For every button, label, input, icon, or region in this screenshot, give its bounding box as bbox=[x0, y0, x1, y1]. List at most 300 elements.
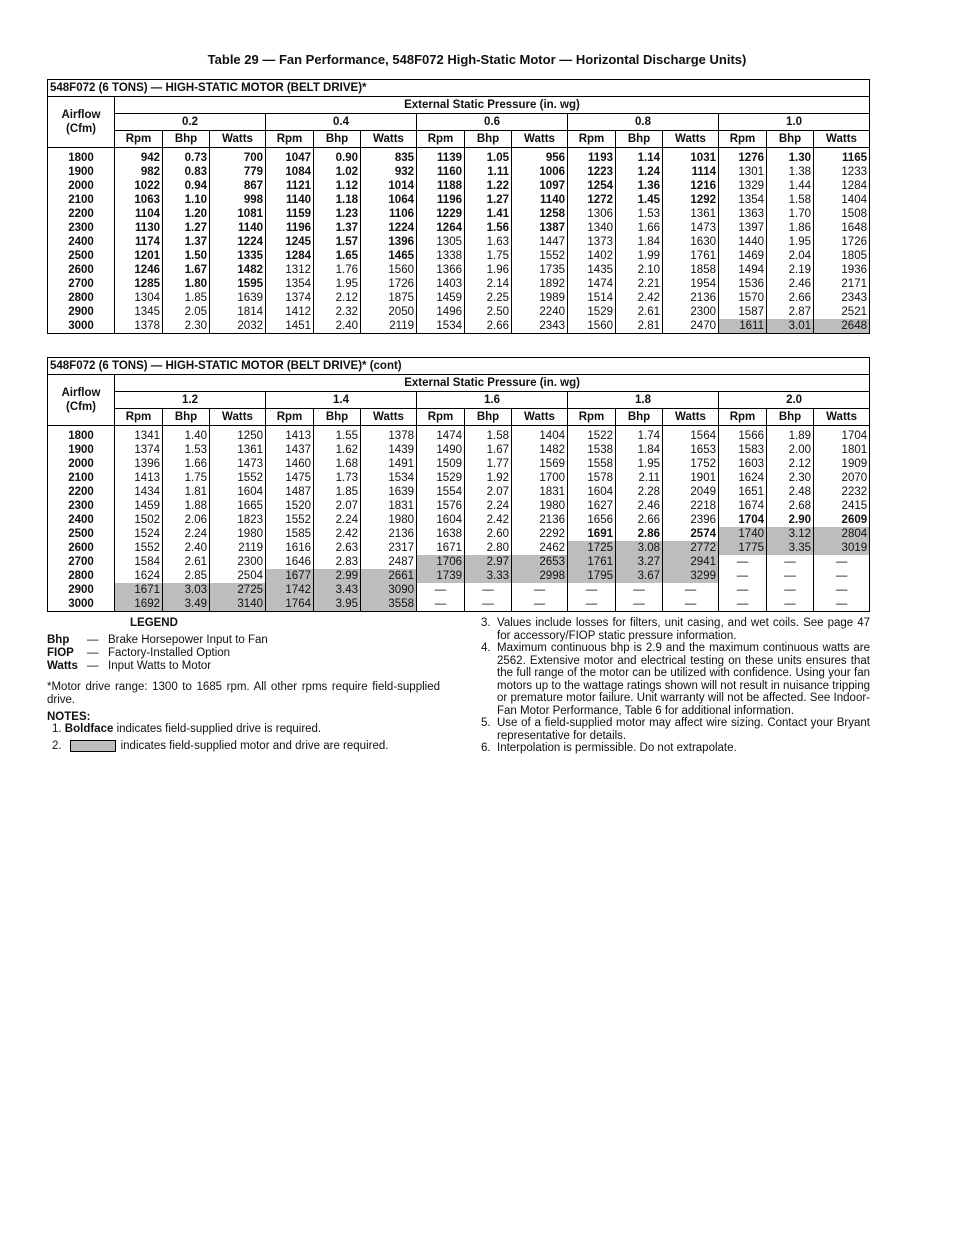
value-cell: 1538 bbox=[568, 443, 616, 457]
value-cell: 1465 bbox=[361, 249, 417, 263]
value-cell: 867 bbox=[210, 179, 266, 193]
value-cell: 1387 bbox=[512, 221, 568, 235]
table-row bbox=[48, 555, 870, 569]
column-header: Bhp bbox=[465, 131, 512, 148]
value-cell: 1.85 bbox=[163, 291, 210, 305]
value-cell: 1014 bbox=[361, 179, 417, 193]
column-header: Rpm bbox=[719, 409, 767, 426]
airflow-cell: 2100 bbox=[48, 471, 115, 485]
value-cell: 1047 bbox=[266, 148, 314, 166]
value-cell: 2.32 bbox=[314, 305, 361, 319]
value-cell: 2609 bbox=[814, 513, 870, 527]
legend-item: Bhp — Brake Horsepower Input to Fan bbox=[47, 634, 268, 646]
value-cell: 1954 bbox=[663, 277, 719, 291]
value-cell: 3090 bbox=[361, 583, 417, 597]
airflow-cell: 2000 bbox=[48, 457, 115, 471]
value-cell: 1475 bbox=[266, 471, 314, 485]
value-cell: 1823 bbox=[210, 513, 266, 527]
value-cell: 3299 bbox=[663, 569, 719, 583]
value-cell: 2.12 bbox=[767, 457, 814, 471]
airflow-cell: 2500 bbox=[48, 527, 115, 541]
value-cell: 1031 bbox=[663, 148, 719, 166]
value-cell: 1.53 bbox=[163, 443, 210, 457]
value-cell: 1447 bbox=[512, 235, 568, 249]
value-cell: 1752 bbox=[663, 457, 719, 471]
pressure-header: 0.8 bbox=[568, 114, 719, 131]
value-cell: 1.76 bbox=[314, 263, 361, 277]
value-cell: 2119 bbox=[361, 319, 417, 334]
value-cell: 1706 bbox=[417, 555, 465, 569]
value-cell: 1285 bbox=[115, 277, 163, 291]
value-cell: 2.24 bbox=[465, 499, 512, 513]
value-cell: — bbox=[719, 597, 767, 612]
note-3: 3. Values include losses for filters, unit casing, and wet coils. See page 47 for accessory/FIOP static pressure information. bbox=[481, 617, 870, 642]
value-cell: 2232 bbox=[814, 485, 870, 499]
value-cell: 1.44 bbox=[767, 179, 814, 193]
value-cell: 3140 bbox=[210, 597, 266, 612]
airflow-cell: 2200 bbox=[48, 485, 115, 499]
airflow-cell: 1800 bbox=[48, 426, 115, 444]
value-cell: 1604 bbox=[417, 513, 465, 527]
value-cell: 2.21 bbox=[616, 277, 663, 291]
value-cell: 1627 bbox=[568, 499, 616, 513]
value-cell: 1554 bbox=[417, 485, 465, 499]
value-cell: 1801 bbox=[814, 443, 870, 457]
pressure-header: 0.2 bbox=[115, 114, 266, 131]
value-cell: 1552 bbox=[512, 249, 568, 263]
table-row bbox=[48, 148, 870, 166]
table-header: 548F072 (6 TONS) — HIGH-STATIC MOTOR (BELT DRIVE)* bbox=[48, 80, 870, 97]
value-cell: 1665 bbox=[210, 499, 266, 513]
airflow-cell: 2500 bbox=[48, 249, 115, 263]
value-cell: 1404 bbox=[814, 193, 870, 207]
value-cell: — bbox=[719, 569, 767, 583]
value-cell: 1552 bbox=[115, 541, 163, 555]
value-cell: 3.01 bbox=[767, 319, 814, 334]
airflow-cell: 2600 bbox=[48, 541, 115, 555]
value-cell: 1193 bbox=[568, 148, 616, 166]
value-cell: 1.81 bbox=[163, 485, 210, 499]
pressure-header: 1.4 bbox=[266, 392, 417, 409]
value-cell: 1159 bbox=[266, 207, 314, 221]
value-cell: 982 bbox=[115, 165, 163, 179]
value-cell: 1.37 bbox=[163, 235, 210, 249]
value-cell: 1.68 bbox=[314, 457, 361, 471]
value-cell: 1140 bbox=[210, 221, 266, 235]
value-cell: 3019 bbox=[814, 541, 870, 555]
value-cell: 1160 bbox=[417, 165, 465, 179]
value-cell: 2.60 bbox=[465, 527, 512, 541]
column-header: Rpm bbox=[568, 409, 616, 426]
value-cell: 2521 bbox=[814, 305, 870, 319]
note-1: 1. Boldface indicates field-supplied drive is required. bbox=[52, 723, 322, 735]
airflow-cell: 2600 bbox=[48, 263, 115, 277]
value-cell: 1704 bbox=[719, 513, 767, 527]
value-cell: — bbox=[814, 583, 870, 597]
value-cell: 2292 bbox=[512, 527, 568, 541]
value-cell: 1439 bbox=[361, 443, 417, 457]
value-cell: 1.80 bbox=[163, 277, 210, 291]
value-cell: 2.46 bbox=[616, 499, 663, 513]
value-cell: 1.95 bbox=[767, 235, 814, 249]
table-row bbox=[48, 165, 870, 179]
legend-item: Watts — Input Watts to Motor bbox=[47, 660, 212, 672]
value-cell: 1587 bbox=[719, 305, 767, 319]
value-cell: 2.40 bbox=[163, 541, 210, 555]
pressure-header: 1.2 bbox=[115, 392, 266, 409]
notes-heading: NOTES: bbox=[47, 711, 91, 723]
value-cell: 1611 bbox=[719, 319, 767, 334]
airflow-cell: 1800 bbox=[48, 148, 115, 166]
value-cell: 2941 bbox=[663, 555, 719, 569]
value-cell: 2300 bbox=[663, 305, 719, 319]
table-row bbox=[48, 457, 870, 471]
value-cell: 1.85 bbox=[314, 485, 361, 499]
legend-title: LEGEND bbox=[130, 617, 178, 629]
value-cell: 3.67 bbox=[616, 569, 663, 583]
value-cell: 932 bbox=[361, 165, 417, 179]
value-cell: 2487 bbox=[361, 555, 417, 569]
airflow-cell: 3000 bbox=[48, 319, 115, 334]
value-cell: 2653 bbox=[512, 555, 568, 569]
value-cell: 2.86 bbox=[616, 527, 663, 541]
value-cell: 1403 bbox=[417, 277, 465, 291]
value-cell: 1.74 bbox=[616, 426, 663, 444]
airflow-cell: 1900 bbox=[48, 443, 115, 457]
value-cell: — bbox=[663, 597, 719, 612]
value-cell: 1.77 bbox=[465, 457, 512, 471]
value-cell: 1.84 bbox=[616, 235, 663, 249]
value-cell: 1671 bbox=[417, 541, 465, 555]
value-cell: 0.73 bbox=[163, 148, 210, 166]
value-cell: 1576 bbox=[417, 499, 465, 513]
value-cell: 1374 bbox=[115, 443, 163, 457]
value-cell: 1980 bbox=[210, 527, 266, 541]
value-cell: 2.66 bbox=[767, 291, 814, 305]
value-cell: 1276 bbox=[719, 148, 767, 166]
value-cell: 1677 bbox=[266, 569, 314, 583]
value-cell: 1361 bbox=[210, 443, 266, 457]
value-cell: 1735 bbox=[512, 263, 568, 277]
column-header: Bhp bbox=[767, 409, 814, 426]
value-cell: 1514 bbox=[568, 291, 616, 305]
value-cell: 1761 bbox=[663, 249, 719, 263]
table-row bbox=[48, 513, 870, 527]
value-cell: — bbox=[663, 583, 719, 597]
value-cell: 1306 bbox=[568, 207, 616, 221]
table-row bbox=[48, 305, 870, 319]
value-cell: 1692 bbox=[115, 597, 163, 612]
value-cell: 1.95 bbox=[616, 457, 663, 471]
value-cell: 2.12 bbox=[314, 291, 361, 305]
value-cell: 1435 bbox=[568, 263, 616, 277]
table-row bbox=[48, 583, 870, 597]
pressure-header: 0.4 bbox=[266, 114, 417, 131]
value-cell: 1.45 bbox=[616, 193, 663, 207]
value-cell: 2240 bbox=[512, 305, 568, 319]
table-row bbox=[48, 597, 870, 612]
value-cell: 1305 bbox=[417, 235, 465, 249]
value-cell: — bbox=[417, 597, 465, 612]
value-cell: 1740 bbox=[719, 527, 767, 541]
table-row bbox=[48, 527, 870, 541]
value-cell: 1.89 bbox=[767, 426, 814, 444]
value-cell: 1569 bbox=[512, 457, 568, 471]
airflow-cell: 1900 bbox=[48, 165, 115, 179]
value-cell: 1980 bbox=[361, 513, 417, 527]
value-cell: 1558 bbox=[568, 457, 616, 471]
value-cell: 3.33 bbox=[465, 569, 512, 583]
value-cell: — bbox=[465, 597, 512, 612]
table-row bbox=[48, 443, 870, 457]
value-cell: 1.38 bbox=[767, 165, 814, 179]
pressure-header: 1.6 bbox=[417, 392, 568, 409]
value-cell: 2136 bbox=[512, 513, 568, 527]
value-cell: 1140 bbox=[266, 193, 314, 207]
table-header: 548F072 (6 TONS) — HIGH-STATIC MOTOR (BELT DRIVE)* (cont) bbox=[48, 358, 870, 375]
table-row bbox=[48, 235, 870, 249]
value-cell: 2.30 bbox=[163, 319, 210, 334]
fan-performance-table-1 bbox=[47, 79, 870, 334]
value-cell: 1460 bbox=[266, 457, 314, 471]
value-cell: 1.05 bbox=[465, 148, 512, 166]
value-cell: 2.04 bbox=[767, 249, 814, 263]
table-row bbox=[48, 277, 870, 291]
value-cell: 1.20 bbox=[163, 207, 210, 221]
value-cell: 2.10 bbox=[616, 263, 663, 277]
column-header: Watts bbox=[814, 409, 870, 426]
airflow-cell: 2000 bbox=[48, 179, 115, 193]
value-cell: 1459 bbox=[417, 291, 465, 305]
esp-header: External Static Pressure (in. wg) bbox=[115, 375, 870, 392]
value-cell: — bbox=[616, 583, 663, 597]
value-cell: 1459 bbox=[115, 499, 163, 513]
value-cell: 1224 bbox=[361, 221, 417, 235]
value-cell: 1490 bbox=[417, 443, 465, 457]
value-cell: 1329 bbox=[719, 179, 767, 193]
value-cell: 0.94 bbox=[163, 179, 210, 193]
value-cell: 2804 bbox=[814, 527, 870, 541]
value-cell: — bbox=[512, 597, 568, 612]
value-cell: 779 bbox=[210, 165, 266, 179]
value-cell: 1196 bbox=[417, 193, 465, 207]
column-header: Watts bbox=[361, 409, 417, 426]
value-cell: 1264 bbox=[417, 221, 465, 235]
value-cell: 1726 bbox=[814, 235, 870, 249]
value-cell: 1726 bbox=[361, 277, 417, 291]
value-cell: 1604 bbox=[568, 485, 616, 499]
value-cell: 1.58 bbox=[465, 426, 512, 444]
value-cell: 1936 bbox=[814, 263, 870, 277]
value-cell: 2.66 bbox=[616, 513, 663, 527]
value-cell: 1165 bbox=[814, 148, 870, 166]
value-cell: 1474 bbox=[417, 426, 465, 444]
airflow-cell: 2900 bbox=[48, 305, 115, 319]
table-row bbox=[48, 179, 870, 193]
value-cell: 1552 bbox=[210, 471, 266, 485]
value-cell: 1.41 bbox=[465, 207, 512, 221]
value-cell: 1216 bbox=[663, 179, 719, 193]
value-cell: 1396 bbox=[361, 235, 417, 249]
value-cell: 1.30 bbox=[767, 148, 814, 166]
value-cell: 2.25 bbox=[465, 291, 512, 305]
value-cell: 1.67 bbox=[465, 443, 512, 457]
value-cell: 2.50 bbox=[465, 305, 512, 319]
column-header: Bhp bbox=[163, 409, 210, 426]
value-cell: 2772 bbox=[663, 541, 719, 555]
value-cell: 2.99 bbox=[314, 569, 361, 583]
value-cell: 1534 bbox=[361, 471, 417, 485]
value-cell: 1656 bbox=[568, 513, 616, 527]
value-cell: 3.95 bbox=[314, 597, 361, 612]
value-cell: 2.42 bbox=[616, 291, 663, 305]
value-cell: 1340 bbox=[568, 221, 616, 235]
column-header: Bhp bbox=[465, 409, 512, 426]
column-header: Watts bbox=[663, 409, 719, 426]
value-cell: 2.68 bbox=[767, 499, 814, 513]
value-cell: 1354 bbox=[719, 193, 767, 207]
value-cell: 2.97 bbox=[465, 555, 512, 569]
value-cell: 1474 bbox=[568, 277, 616, 291]
column-header: Bhp bbox=[314, 131, 361, 148]
value-cell: 1.02 bbox=[314, 165, 361, 179]
value-cell: 1363 bbox=[719, 207, 767, 221]
value-cell: 1246 bbox=[115, 263, 163, 277]
column-header: Bhp bbox=[767, 131, 814, 148]
value-cell: 1473 bbox=[663, 221, 719, 235]
value-cell: 1630 bbox=[663, 235, 719, 249]
value-cell: 1624 bbox=[115, 569, 163, 583]
value-cell: 1104 bbox=[115, 207, 163, 221]
value-cell: 0.83 bbox=[163, 165, 210, 179]
value-cell: 1258 bbox=[512, 207, 568, 221]
table-title: Table 29 — Fan Performance, 548F072 High-Static Motor — Horizontal Discharge Units) bbox=[207, 52, 747, 67]
gray-swatch bbox=[70, 740, 116, 752]
table-row bbox=[48, 471, 870, 485]
airflow-header: Airflow (Cfm) bbox=[48, 97, 115, 148]
value-cell: 942 bbox=[115, 148, 163, 166]
value-cell: 1245 bbox=[266, 235, 314, 249]
column-header: Watts bbox=[361, 131, 417, 148]
value-cell: 1831 bbox=[512, 485, 568, 499]
value-cell: 1254 bbox=[568, 179, 616, 193]
value-cell: 1292 bbox=[663, 193, 719, 207]
value-cell: 1570 bbox=[719, 291, 767, 305]
table-row bbox=[48, 541, 870, 555]
value-cell: 3558 bbox=[361, 597, 417, 612]
value-cell: 1412 bbox=[266, 305, 314, 319]
value-cell: 1121 bbox=[266, 179, 314, 193]
value-cell: — bbox=[568, 583, 616, 597]
value-cell: 1106 bbox=[361, 207, 417, 221]
value-cell: 1.36 bbox=[616, 179, 663, 193]
value-cell: 1338 bbox=[417, 249, 465, 263]
value-cell: 1648 bbox=[814, 221, 870, 235]
value-cell: 2070 bbox=[814, 471, 870, 485]
value-cell: 3.35 bbox=[767, 541, 814, 555]
value-cell: 3.49 bbox=[163, 597, 210, 612]
value-cell: 1473 bbox=[210, 457, 266, 471]
value-cell: 1413 bbox=[266, 426, 314, 444]
value-cell: 1671 bbox=[115, 583, 163, 597]
value-cell: 1.53 bbox=[616, 207, 663, 221]
column-header: Watts bbox=[663, 131, 719, 148]
value-cell: 1.18 bbox=[314, 193, 361, 207]
value-cell: 1174 bbox=[115, 235, 163, 249]
airflow-cell: 2400 bbox=[48, 235, 115, 249]
value-cell: 1250 bbox=[210, 426, 266, 444]
value-cell: 1764 bbox=[266, 597, 314, 612]
value-cell: 1233 bbox=[814, 165, 870, 179]
value-cell: 1536 bbox=[719, 277, 767, 291]
value-cell: 1909 bbox=[814, 457, 870, 471]
value-cell: 1.55 bbox=[314, 426, 361, 444]
value-cell: 2.66 bbox=[465, 319, 512, 334]
table-row bbox=[48, 426, 870, 444]
value-cell: 1201 bbox=[115, 249, 163, 263]
airflow-cell: 2900 bbox=[48, 583, 115, 597]
value-cell: 1272 bbox=[568, 193, 616, 207]
airflow-header: Airflow (Cfm) bbox=[48, 375, 115, 426]
table-row bbox=[48, 319, 870, 334]
airflow-cell: 2700 bbox=[48, 277, 115, 291]
value-cell: 1413 bbox=[115, 471, 163, 485]
value-cell: — bbox=[767, 555, 814, 569]
value-cell: — bbox=[767, 569, 814, 583]
value-cell: 1354 bbox=[266, 277, 314, 291]
value-cell: — bbox=[767, 597, 814, 612]
value-cell: 1.14 bbox=[616, 148, 663, 166]
value-cell: — bbox=[568, 597, 616, 612]
column-header: Bhp bbox=[616, 131, 663, 148]
value-cell: 2032 bbox=[210, 319, 266, 334]
value-cell: 3.08 bbox=[616, 541, 663, 555]
value-cell: 1301 bbox=[719, 165, 767, 179]
value-cell: — bbox=[814, 597, 870, 612]
value-cell: 1560 bbox=[361, 263, 417, 277]
value-cell: 2.40 bbox=[314, 319, 361, 334]
table-row bbox=[48, 193, 870, 207]
value-cell: 1487 bbox=[266, 485, 314, 499]
value-cell: 2.14 bbox=[465, 277, 512, 291]
value-cell: 1560 bbox=[568, 319, 616, 334]
value-cell: 2.24 bbox=[314, 513, 361, 527]
value-cell: 1831 bbox=[361, 499, 417, 513]
value-cell: 1651 bbox=[719, 485, 767, 499]
value-cell: 1482 bbox=[210, 263, 266, 277]
value-cell: 1.40 bbox=[163, 426, 210, 444]
value-cell: 1805 bbox=[814, 249, 870, 263]
value-cell: 2998 bbox=[512, 569, 568, 583]
value-cell: — bbox=[616, 597, 663, 612]
value-cell: 1646 bbox=[266, 555, 314, 569]
value-cell: 1223 bbox=[568, 165, 616, 179]
value-cell: 2.48 bbox=[767, 485, 814, 499]
table-row bbox=[48, 249, 870, 263]
value-cell: 1397 bbox=[719, 221, 767, 235]
column-header: Rpm bbox=[568, 131, 616, 148]
value-cell: 1795 bbox=[568, 569, 616, 583]
value-cell: 2343 bbox=[512, 319, 568, 334]
value-cell: 1366 bbox=[417, 263, 465, 277]
value-cell: 1196 bbox=[266, 221, 314, 235]
value-cell: 1084 bbox=[266, 165, 314, 179]
value-cell: 2.06 bbox=[163, 513, 210, 527]
note-4: 4. Maximum continuous bhp is 2.9 and the maximum continuous watts are 2562. Extensive motor and electrical testing on these units ensures that the full range of the motor can be utilized with confidence. Using your fan motors up to the wattage ratings shown will not result in nuisance tripping or premature motor failure. Unit warranty will not be affected. See Indoor-Fan Motor Performance, Table 6 for additional information. bbox=[481, 642, 870, 717]
value-cell: 1229 bbox=[417, 207, 465, 221]
value-cell: — bbox=[767, 583, 814, 597]
value-cell: 1345 bbox=[115, 305, 163, 319]
